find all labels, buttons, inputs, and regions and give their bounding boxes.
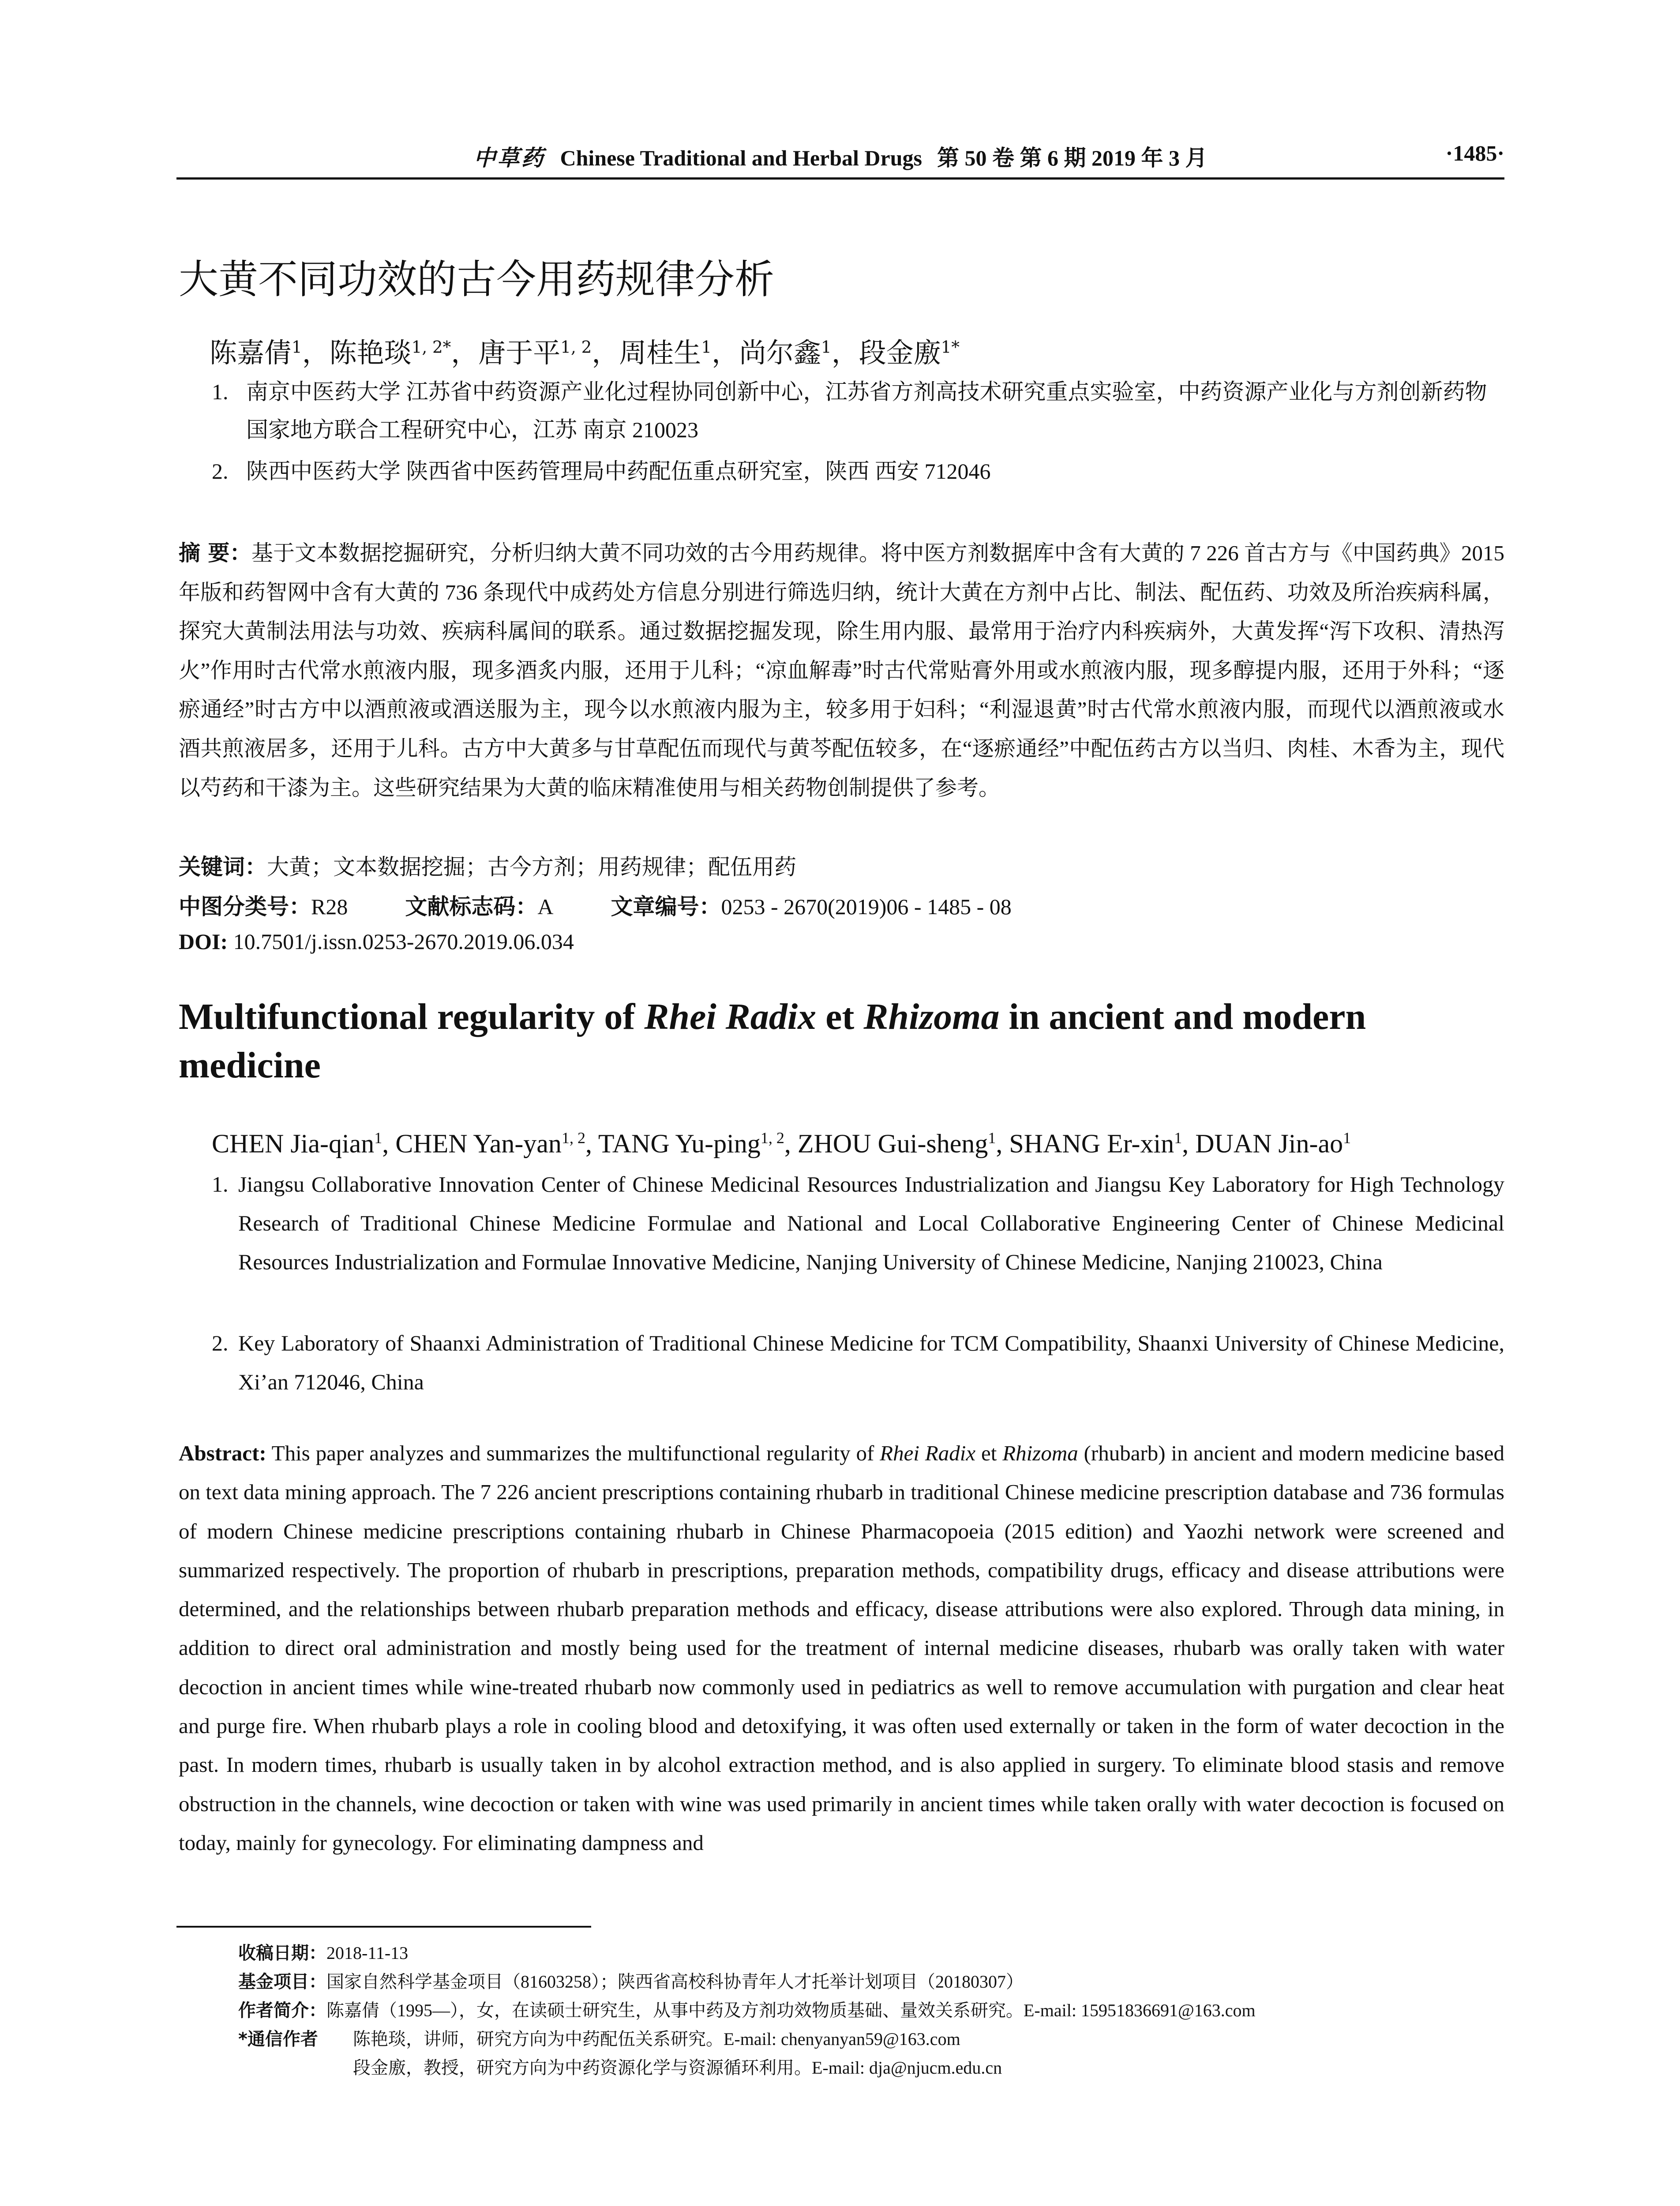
en-author-sup: 1 [374,1129,382,1147]
cn-author: 陈嘉倩 [210,337,292,369]
aff-text: Jiangsu Collaborative Innovation Center of Chinese Medicinal Resources Industrialization and Jiangsu Key Laboratory for High Technology Research of Traditional Chinese Medicine Formulae and National and Local Collaborative Engineering Center of Chinese Medicinal Resources Industrialization and Formulae Innovative Medicine, Nanjing University of Chinese Medicine, Nanjing 210023, China [238,1172,1504,1274]
header-rule [176,177,1504,180]
cn-abstract [179,534,1504,807]
en-author-sup: 1, 2 [561,1129,585,1147]
en-title [179,993,1504,1090]
author-sep: ， [302,337,330,369]
en-author-sup: 1 [988,1129,996,1147]
cn-authors [210,331,960,370]
journal-name: Chinese Traditional and Herbal Drugs [560,146,922,170]
doc-code-label: 文献标志码： [405,894,538,919]
en-author-sup: 1 [1343,1129,1351,1147]
corr-label: *通信作者 [238,2029,318,2049]
en-title-part: et [816,996,864,1037]
en-author-sup: 1, 2 [760,1129,784,1147]
aff-text: 南京中医药大学 江苏省中药资源产业化过程协同创新中心，江苏省方剂高技术研究重点实验室，中药资源产业化与方剂创新药物国家地方联合工程研究中心，江苏 南京 210023 [246,379,1487,442]
en-affiliation-1 [212,1165,1504,1281]
received-label: 收稿日期： [238,1943,326,1963]
cn-author-sup: 1* [941,337,960,357]
en-title-part: in ancient and modern medicine [179,996,1366,1086]
issue-info: 第 50 卷 第 6 期 2019 年 3 月 [937,146,1208,170]
en-affiliation-2 [212,1324,1504,1401]
en-abstract-text: (rhubarb) in ancient and modern medicine based on text data mining approach. The 7 226 ancient prescriptions containing rhubarb in traditional Chinese medicine prescription database and 736 formulas of modern Chinese medicine prescriptions containing rhubarb in Chinese Pharmacopoeia (2015 edition) and Yaozhi network were screened and summarized respectively. The proportion of rhubarb in prescriptions, preparation methods, compatibility drugs, efficacy and disease attributions were determined, and the relationships between rhubarb preparation methods and efficacy, disease attributions were also explored. Through data mining, in addition to direct oral administration and mostly being used for the treatment of internal medicine diseases, rhubarb was orally taken with water decoction in ancient times while wine-treated rhubarb now commonly used in pediatrics as well to remove accumulation with purgation and clear heat and purge fire. When rhubarb plays a role in cooling blood and detoxifying, it was often used externally or taken in the form of water decoction in the past. In modern times, rhubarb is usually taken in by alcohol extraction method, and is also applied in surgery. To eliminate blood stasis and remove obstruction in the channels, wine decoction or taken with wine was used primarily in ancient times while taken orally with water decoction is focused on today, mainly for gynecology. For eliminating dampness and [179,1441,1504,1855]
cn-author: 唐于平 [478,337,561,369]
author-sep: , [1182,1129,1196,1158]
page-number: ·1485· [1445,141,1504,165]
clc-label: 中图分类号： [179,894,311,919]
cn-author: 陈艳琰 [329,337,412,369]
header-journal [176,140,1504,172]
keywords-text: 大黄；文本数据挖掘；古今方剂；用药规律；配伍用药 [267,855,796,879]
received-value: 2018-11-13 [326,1943,409,1963]
en-author: CHEN Jia-qian [212,1129,375,1158]
en-title-part: Multifunctional regularity of [179,996,645,1037]
footnote-received [238,1939,408,1964]
aff-text: Key Laboratory of Shaanxi Administration of Traditional Chinese Medicine for TCM Compatibility, Shaanxi University of Chinese Medicine, Xi’an 712046, China [238,1331,1504,1394]
author-sep: ， [451,337,479,369]
aff-number: 2. [212,459,229,484]
en-abstract-italic: Rhei Radix [880,1441,976,1465]
aff-number: 1. [212,1172,229,1197]
corr-value-1: 陈艳琰，讲师，研究方向为中药配伍关系研究。E-mail: chenyanyan59@163.com [353,2029,960,2049]
fund-value: 国家自然科学基金项目（81603258）；陕西省高校科协青年人才托举计划项目（20180307） [326,1972,1024,1992]
en-title-italic: Rhei Radix [644,996,817,1037]
author-sep: , [585,1129,598,1158]
keywords-label: 关键词： [179,854,267,880]
cn-author: 尚尔鑫 [739,337,821,369]
cn-title: 大黄不同功效的古今用药规律分析 [179,256,774,303]
author-sep: ， [592,337,619,369]
en-author: ZHOU Gui-sheng [797,1129,988,1158]
bio-value: 陈嘉倩（1995—），女，在读硕士研究生，从事中药及方剂功效物质基础、量效关系研究。E-mail: 15951836691@163.com [326,2000,1256,2020]
footnote-fund [238,1968,1024,1993]
cn-author: 周桂生 [619,337,701,369]
article-no-value: 0253 - 2670(2019)06 - 1485 - 08 [721,894,1012,919]
cn-author-sup: 1, 2 [560,337,592,357]
en-author-sup: 1 [1174,1129,1182,1147]
article-no-label: 文章编号： [611,894,721,919]
cn-affiliation-1 [212,373,1504,449]
author-sep: , [382,1129,396,1158]
running-header [176,140,1504,176]
cn-author-sup: 1 [292,337,302,357]
cn-author-sup: 1 [821,337,832,357]
en-abstract-italic: Rhizoma [1002,1441,1078,1465]
doi-label: DOI: [179,929,228,954]
author-sep: , [996,1129,1009,1158]
en-author: SHANG Er-xin [1009,1129,1174,1158]
en-title-italic: Rhizoma [863,996,1000,1037]
cn-author: 段金廒 [859,337,941,369]
cn-abstract-label: 摘 要： [179,540,251,566]
aff-text: 陕西中医药大学 陕西省中医药管理局中药配伍重点研究室，陕西 西安 712046 [246,459,991,484]
footnote-rule [176,1926,591,1928]
en-abstract-text: This paper analyzes and summarizes the multifunctional regularity of [266,1441,880,1465]
bio-label: 作者简介： [238,2000,326,2021]
en-abstract-text: et [975,1441,1003,1465]
cn-classification [179,889,1012,921]
en-abstract [179,1434,1504,1862]
aff-number: 2. [212,1331,229,1355]
doi-line [179,929,574,954]
footnote-bio [238,1996,1256,2022]
doi-value: 10.7501/j.issn.0253-2670.2019.06.034 [233,929,574,954]
en-author: DUAN Jin-ao [1195,1129,1343,1158]
aff-number: 1. [212,379,229,404]
en-authors [212,1129,1351,1159]
footnote-corresponding-2: 段金廒，教授，研究方向为中药资源化学与资源循环利用。E-mail: dja@njucm.edu.cn [353,2058,1002,2078]
fund-label: 基金项目： [238,1972,326,1992]
cn-author-sup: 1, 2* [411,337,451,357]
author-sep: ， [831,337,859,369]
footnote-corresponding [238,2025,960,2050]
doc-code-value: A [537,894,554,919]
cn-affiliation-2 [212,452,1504,490]
cn-abstract-text: 基于文本数据挖掘研究，分析归纳大黄不同功效的古今用药规律。将中医方剂数据库中含有大黄的 7 226 首古方与《中国药典》2015 年版和药智网中含有大黄的 736 条现代中成药处方信息分别进行筛选归纳，统计大黄在方剂中占比、制法、配伍药、功效及所治疾病科属，探究大黄制法用法与功效、疾病科属间的联系。通过数据挖掘发现，除生用内服、最常用于治疗内科疾病外，大黄发挥“泻下攻积、清热泻火”作用时古代常水煎液内服，现多酒炙内服，还用于儿科；“凉血解毒”时古代常贴膏外用或水煎液内服，现多醇提内服，还用于外科；“逐瘀通经”时古方中以酒煎液或酒送服为主，现今以水煎液内服为主，较多用于妇科；“利湿退黄”时古代常水煎液内服，而现代以酒煎液或水酒共煎液居多，还用于儿科。古方中大黄多与甘草配伍而现代与黄芩配伍较多，在“逐瘀通经”中配伍药古方以当归、肉桂、木香为主，现代以芍药和干漆为主。这些研究结果为大黄的临床精准使用与相关药物创制提供了参考。 [179,541,1504,800]
clc-value: R28 [311,894,348,919]
cn-keywords [179,849,796,881]
author-sep: ， [711,337,739,369]
en-author: CHEN Yan-yan [395,1129,562,1158]
en-author: TANG Yu-ping [598,1129,761,1158]
en-abstract-label: Abstract: [179,1441,266,1465]
author-sep: , [784,1129,798,1158]
cn-author-sup: 1 [701,337,712,357]
journal-logo: 中草药 [473,145,545,171]
